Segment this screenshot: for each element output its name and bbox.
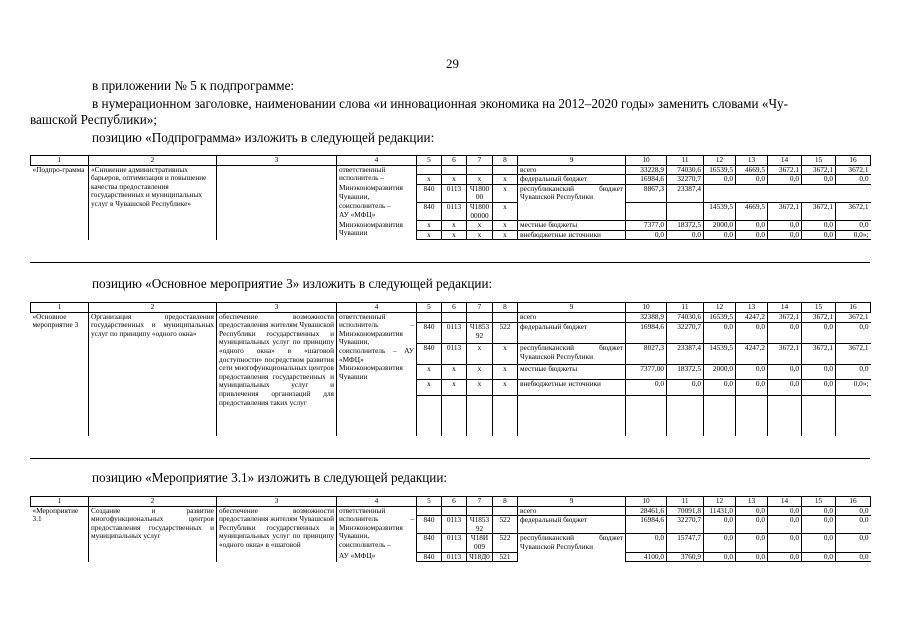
column-number-row <box>31 497 871 507</box>
table-cell: 0,0 <box>704 323 736 344</box>
table-cell: 0,0 <box>736 230 768 240</box>
col-header: 1 <box>31 303 89 313</box>
table-cell: 32270,7 <box>667 516 704 534</box>
table-cell: x <box>493 344 518 365</box>
table-cell: x <box>493 230 518 240</box>
empty-cell <box>442 396 467 437</box>
table-cell: 0113 <box>442 534 467 552</box>
table-cell: 0,0 <box>768 364 802 380</box>
table-cell: 8027,3 <box>626 344 667 365</box>
table-cell: 14539,5 <box>704 344 736 365</box>
col-header: 5 <box>417 497 442 507</box>
subprogram-table <box>30 155 871 240</box>
table-cell: 4100,0 <box>626 552 667 562</box>
col-header: 10 <box>626 156 667 166</box>
table-cell <box>417 165 442 175</box>
table-cell <box>417 506 442 516</box>
executor-responsible: ответственный исполнитель – <box>337 165 417 184</box>
col-header: 3 <box>217 303 337 313</box>
empty-cell <box>626 396 667 437</box>
table-cell: 3672,1 <box>836 344 871 365</box>
column-number-row <box>31 303 871 313</box>
table-cell: 0113 <box>442 516 467 534</box>
table-cell: x <box>467 230 493 240</box>
table-cell: 32388,9 <box>626 312 667 323</box>
table-cell <box>836 184 871 202</box>
empty-cell <box>467 396 493 437</box>
table-cell: 522 <box>493 516 518 534</box>
table-cell: 0,0 <box>768 506 802 516</box>
executor-responsible: ответственный исполнитель – Минэкономразвития Чувашии, соисполнитель – АУ «МФЦ» <box>337 312 417 364</box>
col-header: 6 <box>442 497 467 507</box>
table-cell <box>736 184 768 202</box>
position-task <box>217 165 337 240</box>
table-cell: x <box>442 175 467 185</box>
table-cell <box>626 202 667 220</box>
col-header: 12 <box>704 497 736 507</box>
executor-mfc: АУ «МФЦ» <box>337 552 417 562</box>
paragraph-heading-change-line1: в нумерационном заголовке, наименовании слова «и инновационная экономика на 2012–2020 годы» заменить словами «Чу- <box>92 96 789 111</box>
position-title: «Снижение административных барьеров, оптимизация и повышение качества предоставления государственных и муниципальных услуг в Чувашской Республике» <box>89 165 217 240</box>
table-cell: 74030,6 <box>667 165 704 175</box>
table-cell <box>493 506 518 516</box>
executor-responsible: ответственный исполнитель – Минэкономразвития Чувашии, соисполнитель – <box>337 506 417 552</box>
table-cell: 16984,6 <box>626 175 667 185</box>
table-cell <box>467 165 493 175</box>
table-cell: 3672,1 <box>802 165 836 175</box>
col-header: 3 <box>217 497 337 507</box>
table-cell <box>802 184 836 202</box>
table-cell: 3672,1 <box>802 312 836 323</box>
table-cell: 0,0 <box>836 534 871 552</box>
table-cell <box>704 184 736 202</box>
table-cell: 3760,9 <box>667 552 704 562</box>
table-bottom-rule <box>30 458 870 459</box>
table-row <box>31 165 871 175</box>
table-cell: 0,0 <box>802 506 836 516</box>
table-cell: 840 <box>417 323 442 344</box>
table-cell: 0,0 <box>736 364 768 380</box>
col-header: 9 <box>518 303 626 313</box>
table-cell: x <box>417 230 442 240</box>
position-title: Организация предоставления государственных и муниципальных услуг по принципу «одного окна» <box>89 312 217 436</box>
table-cell: 0,0 <box>736 380 768 396</box>
table-cell: 16539,5 <box>704 165 736 175</box>
table-cell: 0,0 <box>667 230 704 240</box>
col-header: 15 <box>802 303 836 313</box>
table-cell: x <box>467 364 493 380</box>
table-cell: 522 <box>493 323 518 344</box>
col-header: 11 <box>667 303 704 313</box>
table-cell: 0,0 <box>768 380 802 396</box>
table-cell: x <box>442 364 467 380</box>
empty-cell <box>518 396 626 437</box>
empty-cell <box>667 396 704 437</box>
table-cell: 0,0 <box>836 516 871 534</box>
col-header: 7 <box>467 497 493 507</box>
co-executor-label: соисполнитель – <box>339 202 391 211</box>
table-cell: x <box>442 230 467 240</box>
table-cell: федеральный бюджет <box>518 175 626 185</box>
empty-cell <box>802 396 836 437</box>
col-header: 13 <box>736 156 768 166</box>
table-cell: 0,0 <box>736 506 768 516</box>
table-cell <box>667 202 704 220</box>
table-cell: 4669,5 <box>736 202 768 220</box>
paragraph-heading-change-line2: вашской Республики»; <box>30 112 158 127</box>
table-cell: 0,0 <box>704 230 736 240</box>
table-cell: республиканский бюджет Чувашской Республики <box>518 344 626 365</box>
empty-cell <box>417 396 442 437</box>
table-cell: 840 <box>417 202 442 220</box>
table-cell: x <box>493 202 518 220</box>
table-cell: x <box>493 184 518 202</box>
table-cell: 0,0 <box>802 516 836 534</box>
table-cell: 0113 <box>442 202 467 220</box>
col-header: 2 <box>89 303 217 313</box>
table-cell: 0,0 <box>802 221 836 231</box>
table-cell: 0,0 <box>768 552 802 562</box>
table-cell: 0,0 <box>802 534 836 552</box>
col-header: 14 <box>768 303 802 313</box>
table-cell: 4247,2 <box>736 312 768 323</box>
table-cell: x <box>417 364 442 380</box>
executor-ministry-2: Минэкономразвития Чувашии <box>337 221 417 240</box>
table-cell: 4247,2 <box>736 344 768 365</box>
col-header: 15 <box>802 497 836 507</box>
table-cell: 0,0 <box>802 175 836 185</box>
table-cell: местные бюджеты <box>518 221 626 231</box>
table-cell: 0113 <box>442 323 467 344</box>
table-cell: Ч18Д0 <box>467 552 493 562</box>
table-cell <box>493 312 518 323</box>
paragraph-main-event-3: позицию «Основное мероприятие 3» изложить в следующей редакции: <box>92 276 493 291</box>
table-cell: 4669,5 <box>736 165 768 175</box>
col-header: 1 <box>31 156 89 166</box>
table-cell: Ч1853 92 <box>467 323 493 344</box>
table-cell: 32270,7 <box>667 323 704 344</box>
paragraph-subprogram-position: позицию «Подпрограмма» изложить в следующей редакции: <box>92 130 435 145</box>
table-cell: 0,0 <box>802 230 836 240</box>
empty-cell <box>736 396 768 437</box>
table-cell: 0,0 <box>836 175 871 185</box>
table-cell: 0,0 <box>626 534 667 552</box>
col-header: 4 <box>337 156 417 166</box>
table-cell: 0,0 <box>704 516 736 534</box>
empty-cell <box>704 396 736 437</box>
table-cell: x <box>467 380 493 396</box>
empty-cell <box>493 396 518 437</box>
executor-co <box>337 202 417 220</box>
col-header: 13 <box>736 497 768 507</box>
table-cell: 0,0 <box>768 230 802 240</box>
table-cell: 0,0»; <box>836 230 871 240</box>
table-cell: 0,0 <box>704 534 736 552</box>
table-cell <box>442 506 467 516</box>
col-header: 10 <box>626 303 667 313</box>
table-row <box>31 506 871 516</box>
table-cell: федеральный бюджет <box>518 323 626 344</box>
position-task: обеспечение возможности предоставления жителям Чувашской Республики государственных и муниципальных услуг по принципу «одного окна» в «шаговой <box>217 506 337 562</box>
table-cell: 32270,7 <box>667 175 704 185</box>
table-cell: 0113 <box>442 344 467 365</box>
table-cell: 0,0 <box>626 380 667 396</box>
table-cell: всего <box>518 506 626 516</box>
position-task: обеспечение возможности предоставления жителям Чувашской Республики государственных и муниципальных услуг по принципу «одного окна» в «шаговой доступности» посредством развития сети многофункциональных центров предоставления государственных и муниципальных услуг и привлечения организаций для предоставления таких услуг <box>217 312 337 436</box>
col-header: 14 <box>768 156 802 166</box>
table-cell: 0,0 <box>667 380 704 396</box>
table-cell: Ч1800 00 <box>467 184 493 202</box>
co-executor-mfc: АУ «МФЦ» <box>339 210 376 220</box>
table-cell: республиканский бюджет Чувашской Республики <box>518 534 626 562</box>
table-cell: местные бюджеты <box>518 364 626 380</box>
table-cell: 0,0 <box>768 516 802 534</box>
table-cell: республиканский бюджет Чувашской Республики <box>518 184 626 220</box>
table-cell: 840 <box>417 552 442 562</box>
table-cell: 0,0 <box>768 323 802 344</box>
col-header: 2 <box>89 156 217 166</box>
table-cell: 18372,5 <box>667 221 704 231</box>
col-header: 16 <box>836 156 871 166</box>
table-cell: федеральный бюджет <box>518 516 626 534</box>
table-cell: 0,0 <box>836 364 871 380</box>
table-cell: 0,0 <box>802 380 836 396</box>
table-cell: 28461,6 <box>626 506 667 516</box>
table-cell: 23387,4 <box>667 184 704 202</box>
table-cell: Ч18И 009 <box>467 534 493 552</box>
col-header: 14 <box>768 497 802 507</box>
table-cell: 23387,4 <box>667 344 704 365</box>
table-cell: 3672,1 <box>802 344 836 365</box>
table-cell: 0,0 <box>768 534 802 552</box>
table-cell: 840 <box>417 516 442 534</box>
table-cell: 3672,1 <box>836 202 871 220</box>
paragraph-appendix: в приложении № 5 к подпрограмме: <box>92 78 295 93</box>
table-cell: x <box>417 175 442 185</box>
table-cell: 0,0 <box>704 380 736 396</box>
table-cell: x <box>442 221 467 231</box>
table-cell: 18372,5 <box>667 364 704 380</box>
paragraph-event-3-1: позицию «Мероприятие 3.1» изложить в следующей редакции: <box>92 470 448 485</box>
table-cell: внебюджетные источники <box>518 380 626 396</box>
table-cell: 7377,00 <box>626 364 667 380</box>
table-cell: 840 <box>417 184 442 202</box>
table-cell <box>493 165 518 175</box>
table-cell: 3672,1 <box>802 202 836 220</box>
table-cell: 3672,1 <box>836 312 871 323</box>
table-cell: 74030,6 <box>667 312 704 323</box>
table-cell: x <box>467 221 493 231</box>
table-cell: Ч1800 00000 <box>467 202 493 220</box>
table-cell: 16539,5 <box>704 312 736 323</box>
table-cell: 521 <box>493 552 518 562</box>
col-header: 4 <box>337 303 417 313</box>
position-title: Создание и развитие многофункциональных центров предоставления государственных и муниципальных услуг <box>89 506 217 562</box>
table-cell: 8867,3 <box>626 184 667 202</box>
table-cell: 0,0 <box>704 552 736 562</box>
table-cell: 522 <box>493 534 518 552</box>
table-cell: всего <box>518 165 626 175</box>
table-cell: 14539,5 <box>704 202 736 220</box>
table-cell: внебюджетные источники <box>518 230 626 240</box>
col-header: 16 <box>836 303 871 313</box>
col-header: 8 <box>493 497 518 507</box>
table-cell: 2000,0 <box>704 221 736 231</box>
table-cell: 0,0 <box>802 364 836 380</box>
table-cell: 33228,9 <box>626 165 667 175</box>
table-cell: 840 <box>417 534 442 552</box>
table-cell <box>417 312 442 323</box>
col-header: 2 <box>89 497 217 507</box>
table-cell: 0,0 <box>836 221 871 231</box>
executor-ministry: Минэкономразвития Чувашии <box>337 364 417 436</box>
table-cell: всего <box>518 312 626 323</box>
table-cell: x <box>493 380 518 396</box>
col-header: 12 <box>704 303 736 313</box>
table-cell: 3672,1 <box>768 344 802 365</box>
table-cell <box>467 506 493 516</box>
table-cell: 3672,1 <box>768 312 802 323</box>
table-cell: 3672,1 <box>768 165 802 175</box>
table-cell: x <box>493 364 518 380</box>
col-header: 9 <box>518 156 626 166</box>
table-cell: 0,0 <box>626 230 667 240</box>
table-cell: 840 <box>417 344 442 365</box>
table-cell: 0,0 <box>736 516 768 534</box>
empty-cell <box>836 396 871 437</box>
table-cell: 70091,8 <box>667 506 704 516</box>
col-header: 5 <box>417 303 442 313</box>
position-name: «Мероприятие 3.1 <box>31 506 89 562</box>
table-cell: x <box>493 221 518 231</box>
executor-ministry: Минэкономразвития Чувашии, <box>337 184 417 202</box>
table-cell: x <box>417 221 442 231</box>
table-cell: 0,0 <box>736 323 768 344</box>
table-cell: 0,0 <box>836 506 871 516</box>
table-cell: 0,0 <box>836 552 871 562</box>
table-cell: 0,0 <box>802 323 836 344</box>
col-header: 13 <box>736 303 768 313</box>
table-cell: 0113 <box>442 552 467 562</box>
column-number-row <box>31 156 871 166</box>
table-cell <box>467 312 493 323</box>
table-cell: 7377,0 <box>626 221 667 231</box>
col-header: 5 <box>417 156 442 166</box>
col-header: 7 <box>467 156 493 166</box>
col-header: 6 <box>442 156 467 166</box>
table-cell: 2000,0 <box>704 364 736 380</box>
table-cell: 0,0 <box>736 552 768 562</box>
table-cell <box>442 165 467 175</box>
table-cell: 3672,1 <box>768 202 802 220</box>
table-cell: 0,0 <box>736 175 768 185</box>
table-cell: x <box>442 380 467 396</box>
col-header: 16 <box>836 497 871 507</box>
empty-cell <box>768 396 802 437</box>
table-cell: 3672,1 <box>836 165 871 175</box>
position-name: «Основное мероприятие 3 <box>31 312 89 436</box>
event-3-1-table <box>30 496 871 562</box>
table-bottom-rule <box>30 262 870 263</box>
table-cell: 0,0 <box>768 175 802 185</box>
col-header: 10 <box>626 497 667 507</box>
main-event-3-table <box>30 302 871 436</box>
table-row <box>31 312 871 323</box>
table-cell: 0,0 <box>836 323 871 344</box>
col-header: 4 <box>337 497 417 507</box>
table-cell: 15747,7 <box>667 534 704 552</box>
col-header: 8 <box>493 303 518 313</box>
table-cell: 0,0 <box>768 221 802 231</box>
col-header: 9 <box>518 497 626 507</box>
col-header: 7 <box>467 303 493 313</box>
table-cell: 0,0 <box>736 221 768 231</box>
table-cell: 0,0 <box>704 175 736 185</box>
table-cell: 16984,6 <box>626 323 667 344</box>
page-number: 29 <box>446 56 459 71</box>
table-cell <box>768 184 802 202</box>
col-header: 8 <box>493 156 518 166</box>
table-cell: 11431,0 <box>704 506 736 516</box>
col-header: 1 <box>31 497 89 507</box>
col-header: 6 <box>442 303 467 313</box>
table-cell <box>442 312 467 323</box>
table-cell: 0,0 <box>736 534 768 552</box>
col-header: 11 <box>667 497 704 507</box>
table-cell: 0113 <box>442 184 467 202</box>
table-cell: 16984,6 <box>626 516 667 534</box>
table-cell: 0,0 <box>802 552 836 562</box>
table-cell: Ч1853 92 <box>467 516 493 534</box>
col-header: 15 <box>802 156 836 166</box>
table-cell: 0,0»; <box>836 380 871 396</box>
table-cell: x <box>467 344 493 365</box>
col-header: 12 <box>704 156 736 166</box>
table-cell: x <box>493 175 518 185</box>
table-cell: x <box>467 175 493 185</box>
col-header: 11 <box>667 156 704 166</box>
col-header: 3 <box>217 156 337 166</box>
position-name: «Подпро-грамма <box>31 165 89 240</box>
table-cell: x <box>417 380 442 396</box>
